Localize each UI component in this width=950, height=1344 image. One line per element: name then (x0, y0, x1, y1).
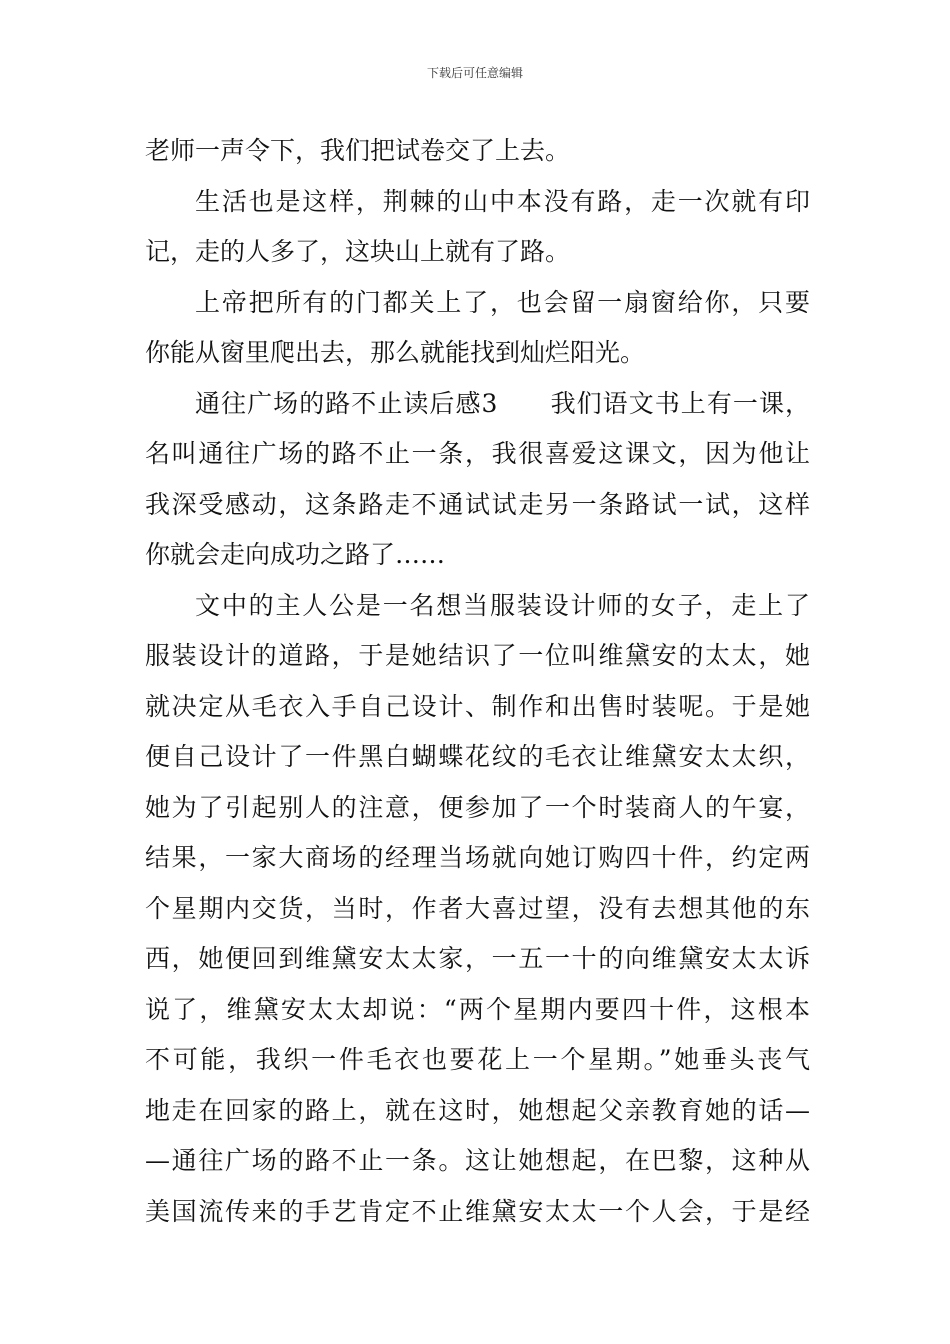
text-line: 美国流传来的手艺肯定不止维黛安太太一个人会，于是经 (145, 1196, 810, 1226)
text-line: 名叫通往广场的路不止一条，我很喜爱这课文，因为他让 (145, 439, 810, 468)
text-line: 便自己设计了一件黑白蝴蝶花纹的毛衣让维黛安太太织， (145, 742, 810, 771)
text-line: —通往广场的路不止一条。这让她想起，在巴黎，这种从 (145, 1146, 810, 1175)
text-line: 文中的主人公是一名想当服装设计师的女子，走上了 (195, 590, 810, 620)
text-line: 上帝把所有的门都关上了，也会留一扇窗给你，只要 (195, 287, 810, 317)
text-line: 记，走的人多了，这块山上就有了路。 (145, 237, 571, 266)
text-line: 老师一声令下，我们把试卷交了上去。 (145, 136, 571, 165)
text-line: 我深受感动，这条路走不通试试走另一条路试一试，这样 (145, 489, 810, 519)
text-line: 不可能，我织一件毛衣也要花上一个星期。”她垂头丧气 (145, 1045, 810, 1074)
text-line: 就决定从毛衣入手自己设计、制作和出售时装呢。于是她 (145, 691, 810, 721)
text-line: 她为了引起别人的注意，便参加了一个时装商人的午宴， (145, 792, 810, 822)
text-line: 个星期内交货，当时，作者大喜过望，没有去想其他的东 (145, 893, 810, 923)
text-line: 地走在回家的路上，就在这时，她想起父亲教育她的话— (145, 1095, 810, 1125)
text-line: 你就会走向成功之路了…… (145, 540, 446, 569)
document-body (145, 126, 810, 1237)
text-line: 西，她便回到维黛安太太家，一五一十的向维黛安太太诉 (145, 944, 810, 973)
text-line: 你能从窗里爬出去，那么就能找到灿烂阳光。 (145, 338, 646, 367)
text-line: 结果，一家大商场的经理当场就向她订购四十件，约定两 (145, 843, 810, 872)
text-line: 说了，维黛安太太却说：“两个星期内要四十件，这根本 (145, 994, 810, 1024)
page-header: 下载后可任意编辑 (426, 66, 523, 80)
text-line: 服装设计的道路，于是她结识了一位叫维黛安的太太，她 (145, 641, 810, 670)
text-line: 通往广场的路不止读后感3 我们语文书上有一课， (195, 388, 810, 418)
text-line: 生活也是这样，荆棘的山中本没有路，走一次就有印 (195, 186, 810, 216)
